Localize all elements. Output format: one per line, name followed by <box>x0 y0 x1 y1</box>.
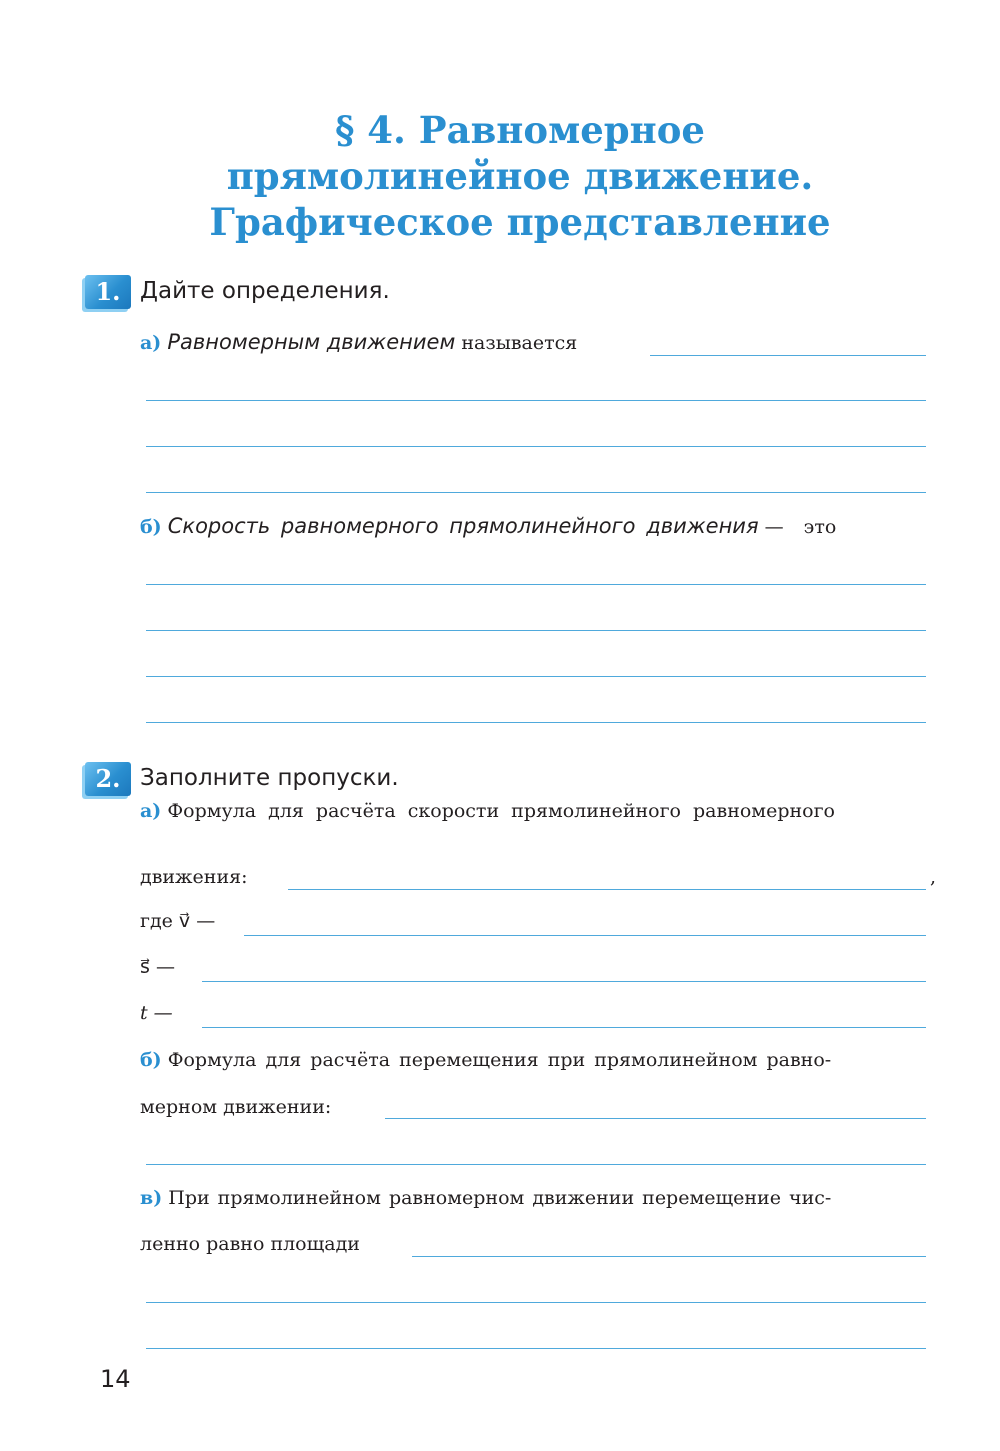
answer-line[interactable] <box>202 1027 926 1028</box>
answer-line[interactable] <box>412 1256 926 1257</box>
task-1-heading: Дайте определения. <box>140 278 390 304</box>
task-1a-rest: называется <box>461 332 578 354</box>
comma: , <box>930 866 937 888</box>
task-2a-text: Формула для расчёта скорости прямолинейного равномерного <box>167 800 835 822</box>
answer-line[interactable] <box>146 722 926 723</box>
answer-line[interactable] <box>146 1302 926 1303</box>
task-2b-letter: б) <box>140 1049 162 1071</box>
answer-line[interactable] <box>146 1164 926 1165</box>
task-2b-text: Формула для расчёта перемещения при прямолинейном равно- <box>167 1049 832 1071</box>
answer-line[interactable] <box>146 400 926 401</box>
task-1a-letter: а) <box>140 332 162 354</box>
task-2-heading: Заполните пропуски. <box>140 765 399 791</box>
displacement-label: s⃗ — <box>140 956 175 978</box>
task-2-number-badge: 2. <box>85 762 131 796</box>
task-1-number-badge: 1. <box>85 275 131 309</box>
task-2c-text-continued: ленно равно площади <box>140 1233 360 1255</box>
velocity-label: где v⃗ — <box>140 910 216 932</box>
task-2c-prompt <box>140 1187 831 1209</box>
task-1b-prompt <box>140 514 836 538</box>
task-1b-letter: б) <box>140 516 162 538</box>
task-1a-term: Равномерным движением <box>167 330 456 354</box>
task-2a-letter: а) <box>140 800 162 822</box>
answer-line[interactable] <box>146 676 926 677</box>
task-2c-text: При прямолинейном равномерном движении перемещение чис- <box>168 1187 832 1209</box>
time-label: t — <box>140 1002 173 1024</box>
answer-line[interactable] <box>244 935 926 936</box>
answer-line[interactable] <box>202 981 926 982</box>
answer-line[interactable] <box>146 446 926 447</box>
task-2c-letter: в) <box>140 1187 163 1209</box>
page-number: 14 <box>100 1365 131 1393</box>
answer-line[interactable] <box>146 584 926 585</box>
task-1b-term: Скорость равномерного прямолинейного движения <box>167 514 759 538</box>
section-title-line-1: § 4. Равномерное <box>335 108 705 152</box>
answer-line[interactable] <box>146 492 926 493</box>
section-title-line-3: Графическое представление <box>209 200 831 244</box>
task-1b-rest: — это <box>764 516 837 538</box>
answer-line[interactable] <box>146 1348 926 1349</box>
section-title-line-2: прямолинейное движение. <box>226 154 814 198</box>
task-2b-text-continued: мерном движении: <box>140 1096 332 1118</box>
answer-line[interactable] <box>650 355 926 356</box>
task-2b-prompt <box>140 1049 831 1071</box>
answer-line[interactable] <box>146 630 926 631</box>
task-1a-prompt <box>140 330 577 354</box>
answer-line[interactable] <box>288 889 926 890</box>
task-2a-prompt <box>140 800 835 822</box>
answer-line[interactable] <box>385 1118 926 1119</box>
task-2a-text-continued: движения: <box>140 866 248 888</box>
